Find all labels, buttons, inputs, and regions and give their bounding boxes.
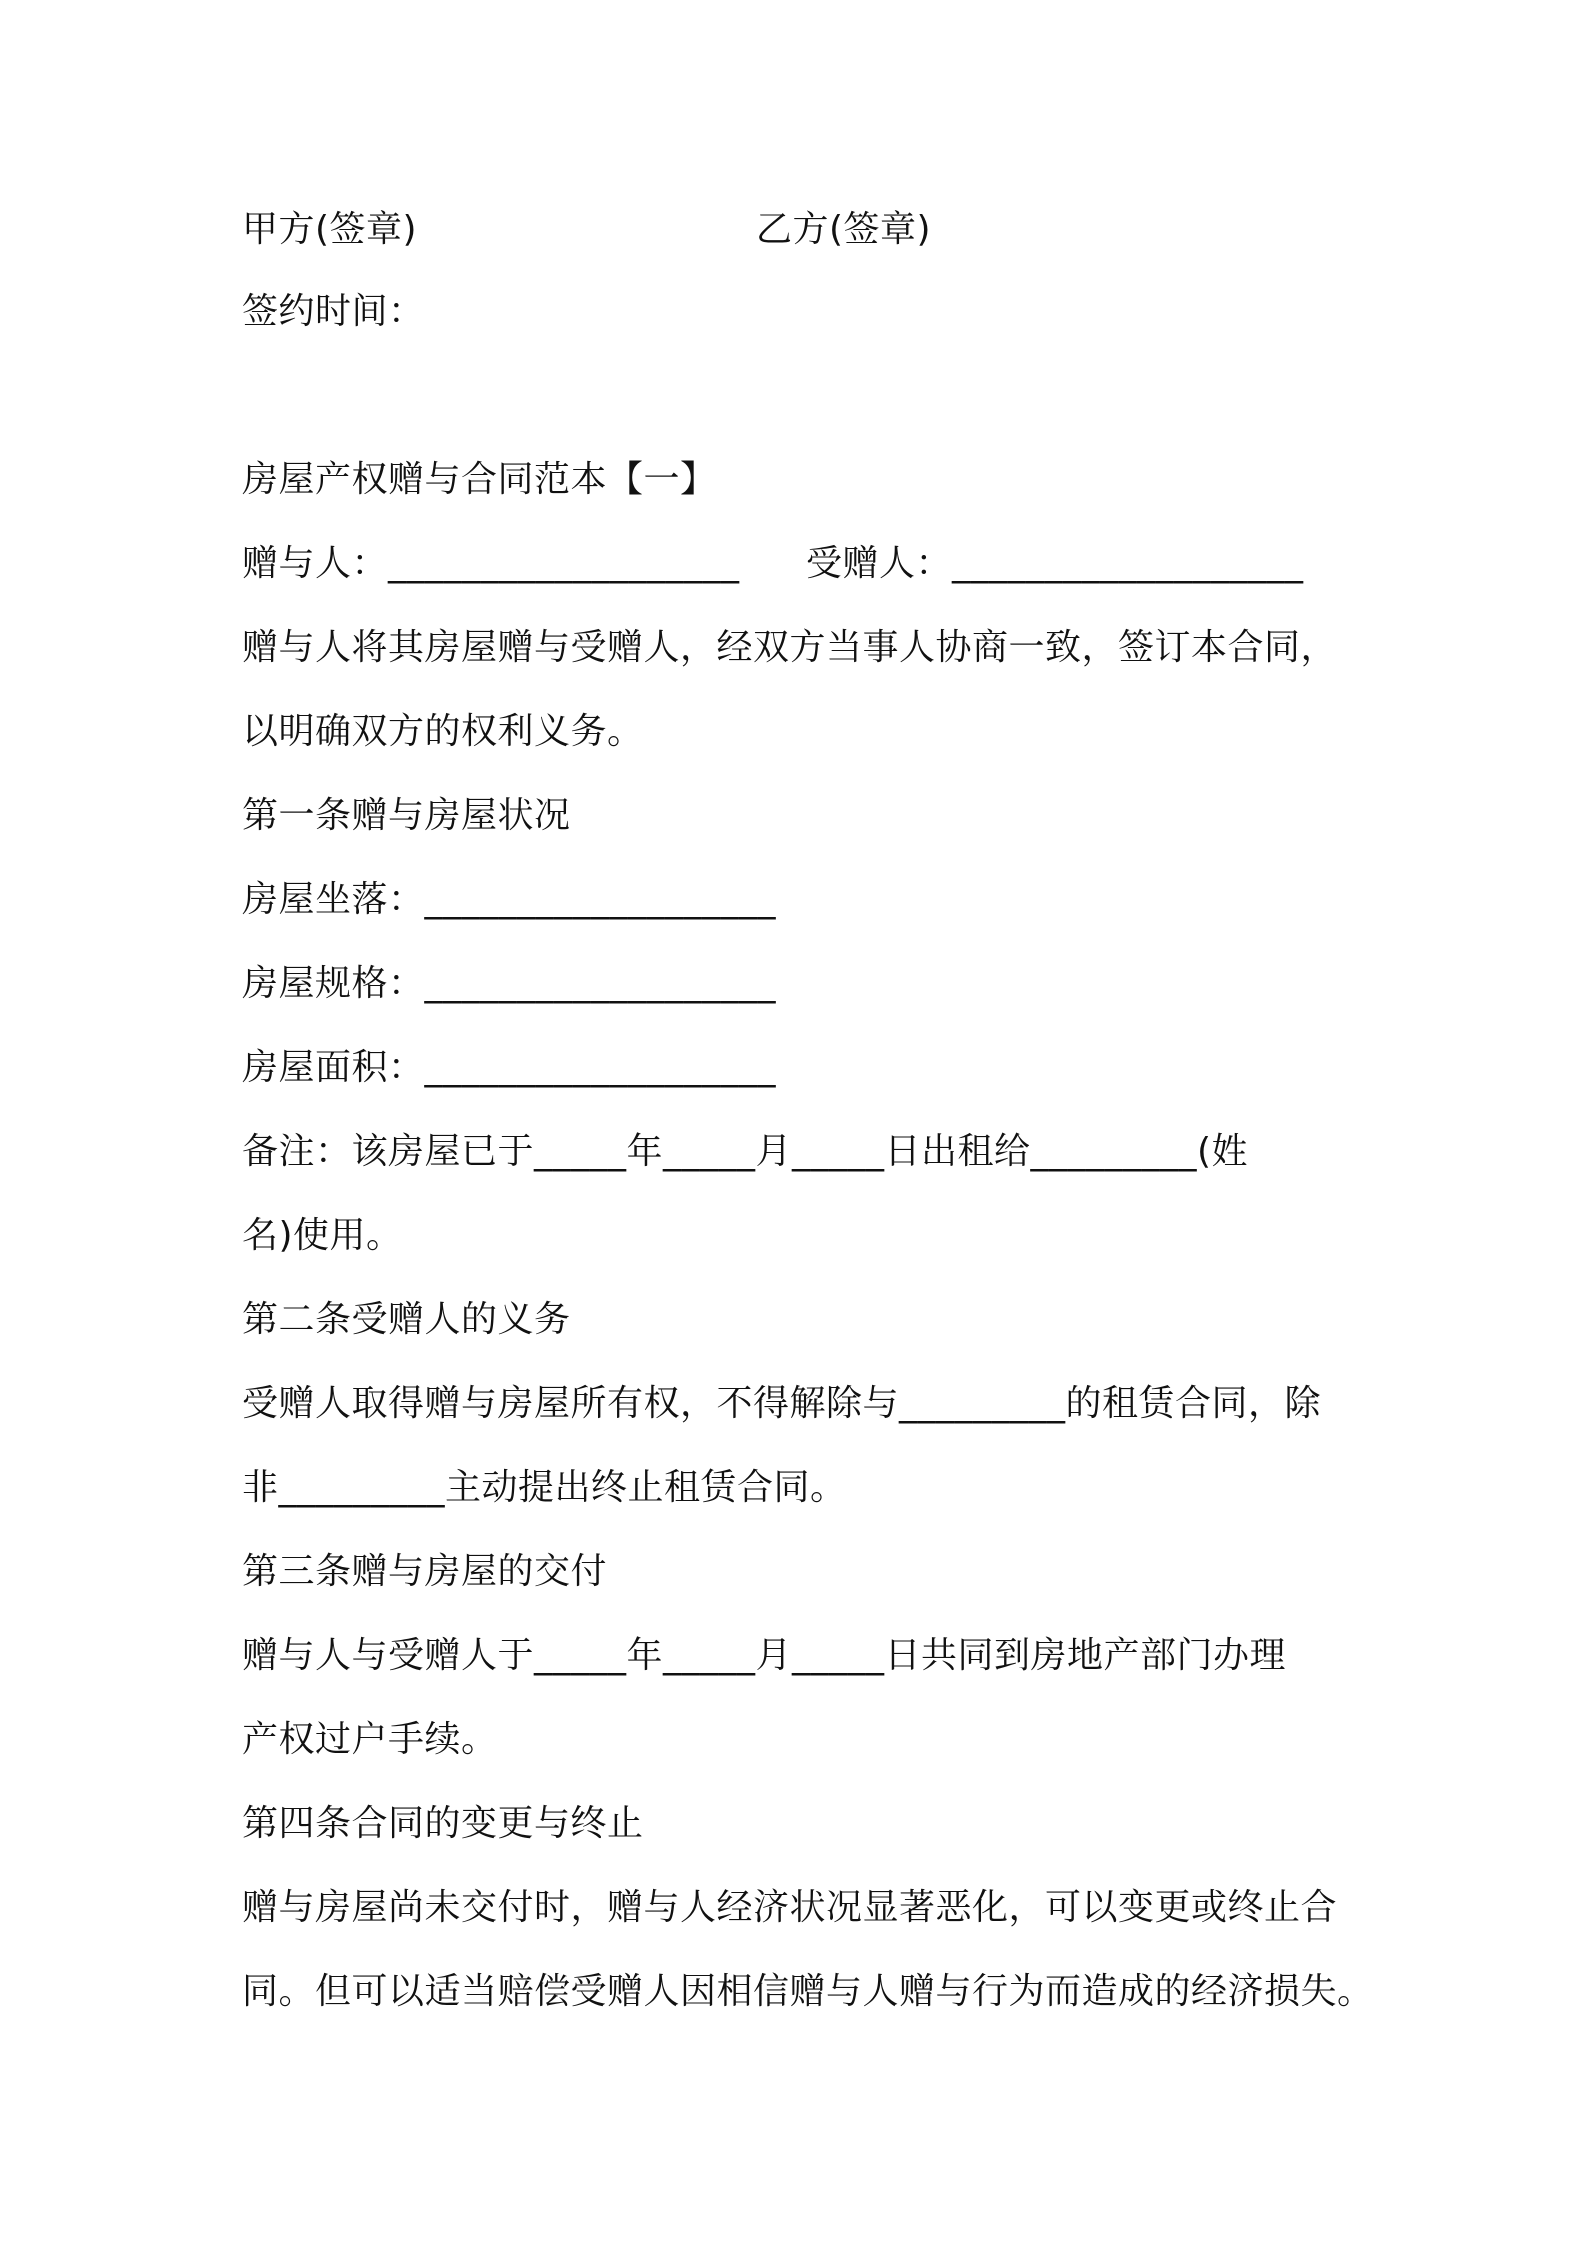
donee-field: 受赠人：___________________ — [806, 543, 1304, 584]
article-4-line-2: 同。但可以适当赔偿受赠人因相信赠与人赠与行为而造成的经济损失。 — [242, 1971, 1374, 2012]
contract-title: 房屋产权赠与合同范本【一】 — [242, 459, 717, 500]
remark-line-1: 备注：该房屋已于_____年_____月_____日出租给_________(姓 — [242, 1131, 1249, 1172]
article-3-title: 第三条赠与房屋的交付 — [242, 1551, 608, 1592]
article-3-line-1: 赠与人与受赠人于_____年_____月_____日共同到房地产部门办理 — [242, 1635, 1287, 1676]
intro-paragraph-line-2: 以明确双方的权利义务。 — [242, 711, 644, 752]
party-b-signature-label: 乙方(签章) — [756, 209, 932, 250]
article-4-title: 第四条合同的变更与终止 — [242, 1803, 644, 1844]
sign-time-label: 签约时间： — [242, 291, 425, 332]
article-4-line-1: 赠与房屋尚未交付时，赠与人经济状况显著恶化，可以变更或终止合 — [242, 1887, 1338, 1928]
party-a-signature-label: 甲方(签章) — [242, 209, 418, 250]
article-1-title: 第一条赠与房屋状况 — [242, 795, 571, 836]
signature-row — [242, 206, 932, 254]
house-location-field: 房屋坐落：___________________ — [242, 879, 777, 920]
article-3-line-2: 产权过户手续。 — [242, 1719, 498, 1760]
article-2-line-1: 受赠人取得赠与房屋所有权，不得解除与_________的租赁合同，除 — [242, 1383, 1322, 1424]
house-area-field: 房屋面积：___________________ — [242, 1047, 777, 1088]
article-2-title: 第二条受赠人的义务 — [242, 1299, 571, 1340]
intro-paragraph-line-1: 赠与人将其房屋赠与受赠人，经双方当事人协商一致，签订本合同， — [242, 627, 1338, 668]
parties-row — [242, 540, 1304, 588]
article-2-line-2: 非_________主动提出终止租赁合同。 — [242, 1467, 847, 1508]
house-spec-field: 房屋规格：___________________ — [242, 963, 777, 1004]
donor-field: 赠与人：___________________ — [242, 543, 740, 584]
remark-line-2: 名)使用。 — [242, 1215, 403, 1256]
